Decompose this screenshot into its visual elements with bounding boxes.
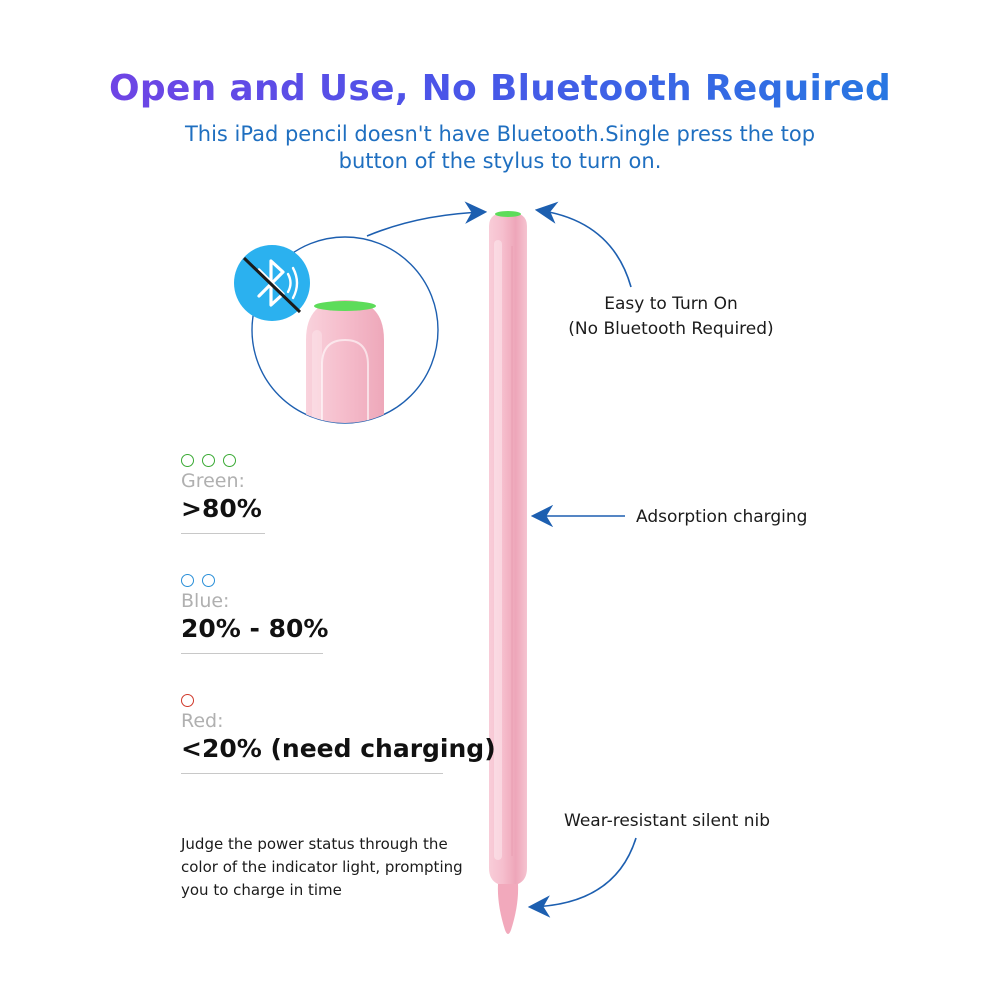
status-item: [181, 692, 496, 774]
status-color-label: Green:: [181, 470, 245, 492]
callout-turn-on: [556, 292, 786, 342]
indicator-dot-icon: [202, 454, 215, 467]
status-color-label: Red:: [181, 710, 224, 732]
stylus-pencil: [489, 211, 527, 934]
indicator-dots: [181, 692, 496, 710]
arrow-to-top-left: [367, 212, 485, 236]
indicator-dots: [181, 572, 328, 590]
callout-charging: Adsorption charging: [636, 507, 808, 527]
power-status-note: Judge the power status through the color of the indicator light, prompting you to charge in time: [181, 835, 463, 899]
status-color-label: Blue:: [181, 590, 230, 612]
indicator-dot-icon: [181, 574, 194, 587]
status-item: [181, 572, 328, 654]
divider: [181, 653, 323, 654]
bluetooth-off-icon: [234, 245, 310, 321]
status-item: [181, 452, 265, 534]
status-charge-value: <20% (need charging): [181, 734, 496, 763]
page-subtitle: This iPad pencil doesn't have Bluetooth.Single press the top button of the stylus to turn on.: [184, 122, 816, 173]
indicator-dots: [181, 452, 265, 470]
divider: [181, 773, 443, 774]
indicator-dot-icon: [181, 454, 194, 467]
arrow-to-top-right: [537, 210, 631, 287]
callout-turn-on-line2: (No Bluetooth Required): [568, 319, 774, 339]
status-charge-value: >80%: [181, 494, 262, 523]
status-charge-value: 20% - 80%: [181, 614, 329, 643]
page-title: Open and Use, No Bluetooth Required: [0, 68, 1000, 109]
arrow-nib: [530, 838, 636, 907]
divider: [181, 533, 265, 534]
callout-turn-on-line1: Easy to Turn On: [604, 294, 738, 314]
indicator-dot-icon: [202, 574, 215, 587]
indicator-light: [495, 211, 521, 217]
indicator-dot-icon: [181, 694, 194, 707]
callout-nib: Wear-resistant silent nib: [564, 811, 771, 831]
indicator-dot-icon: [223, 454, 236, 467]
